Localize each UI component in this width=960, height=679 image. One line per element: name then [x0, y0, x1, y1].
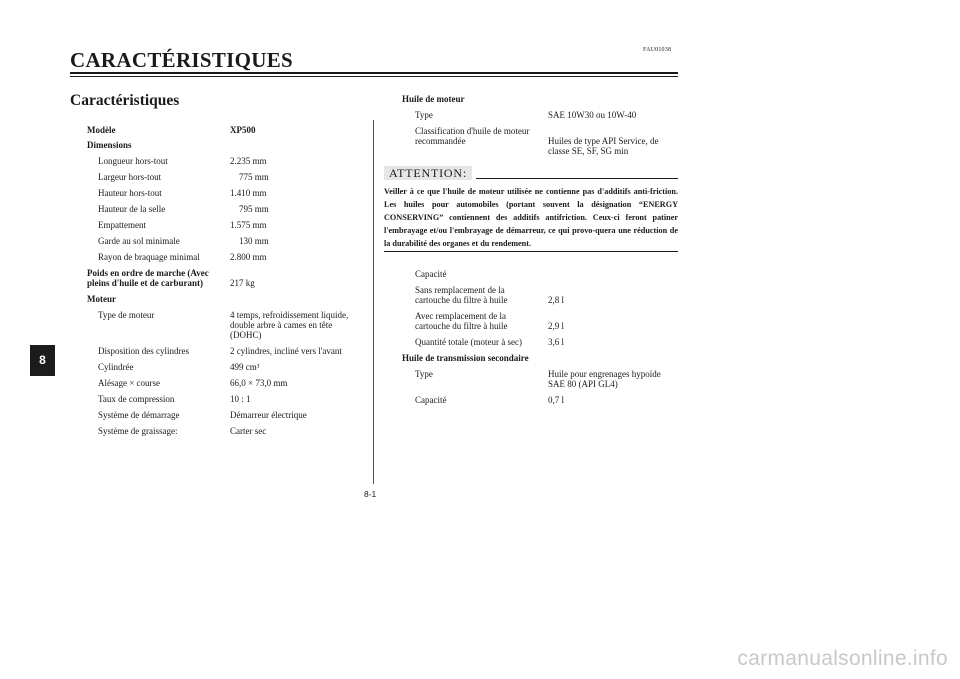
spec-value: 2 cylindres, incliné vers l'avant [230, 346, 342, 356]
spec-label: Rayon de braquage minimal [98, 252, 200, 262]
spec-value: 499 cm³ [230, 362, 260, 372]
spec-label: pleins d'huile et de carburant) [87, 278, 204, 288]
spec-label: Modèle [87, 125, 116, 135]
spec-label: Alésage × course [98, 378, 161, 388]
spec-label: Disposition des cylindres [98, 346, 189, 356]
spec-value: 0,7 l [548, 395, 565, 405]
attention-text: Veiller à ce que l'huile de moteur utilisée ne contienne pas d'additifs anti-friction. Les huiles pour automobiles (portant souvent la désignation “ENERGY CONSERVING” contiennent des additifs antifriction. Ceux-ci feront patiner l'embrayage et/ou l'embrayage de démarreur, ce qui provo-quera une réduction de la durabilité des organes et du rendement. [384, 187, 678, 248]
final-transmission-heading: Huile de transmission secondaire [402, 353, 529, 363]
spec-value: 10 : 1 [230, 394, 251, 404]
spec-label: Hauteur de la selle [98, 204, 166, 214]
title-rule-thick [70, 72, 678, 74]
spec-value: 1.410 mm [230, 188, 267, 198]
spec-value: XP500 [230, 125, 256, 135]
spec-label: Cylindrée [98, 362, 134, 372]
spec-label: Système de graissage: [98, 426, 178, 436]
spec-value: Démarreur électrique [230, 410, 307, 420]
section-subtitle: Caractéristiques [70, 92, 180, 109]
spec-label: cartouche du filtre à huile [415, 321, 508, 331]
spec-label: Poids en ordre de marche (Avec [87, 268, 209, 278]
spec-value: 2,8 l [548, 295, 565, 305]
spec-label: Classification d'huile de moteur [415, 126, 530, 136]
spec-label: Moteur [87, 294, 116, 304]
title-rule-thin [70, 76, 678, 77]
spec-label: Type de moteur [98, 310, 155, 320]
spec-value: SAE 80 (API GL4) [548, 379, 618, 389]
spec-value: double arbre à cames en tête [230, 320, 333, 330]
spec-value: 4 temps, refroidissement liquide, [230, 310, 349, 320]
spec-label: Type [415, 369, 433, 379]
spec-value: Huile pour engrenages hypoïde [548, 369, 661, 379]
spec-label: Taux de compression [98, 394, 175, 404]
spec-value: 2.800 mm [230, 252, 267, 262]
spec-value: 2.235 mm [230, 156, 267, 166]
spec-label: Quantité totale (moteur à sec) [415, 337, 522, 347]
spec-label: Hauteur hors-tout [98, 188, 162, 198]
spec-label: Garde au sol minimale [98, 236, 180, 246]
attention-label: ATTENTION: [384, 166, 472, 180]
capacity-label: Capacité [415, 269, 447, 279]
chapter-tab: 8 [30, 345, 55, 376]
reference-code: FAU01038 [643, 47, 672, 53]
engine-oil-heading: Huile de moteur [402, 94, 465, 104]
spec-label: Empattement [98, 220, 146, 230]
page-title: CARACTÉRISTIQUES [70, 48, 294, 72]
spec-label: Type [415, 110, 433, 120]
spec-value: 1.575 mm [230, 220, 267, 230]
spec-value: 217 kg [230, 278, 255, 288]
spec-value: 130 mm [239, 236, 269, 246]
spec-value: 775 mm [239, 172, 269, 182]
spec-value: Carter sec [230, 426, 267, 436]
spec-label: recommandée [415, 136, 466, 146]
spec-value: 3,6 l [548, 337, 565, 347]
column-divider [373, 120, 374, 484]
spec-value: 795 mm [239, 204, 269, 214]
spec-value: 2,9 l [548, 321, 565, 331]
spec-label: Capacité [415, 395, 447, 405]
page-number: 8-1 [364, 489, 377, 499]
spec-label: Longueur hors-tout [98, 156, 168, 166]
attention-bottom-rule [384, 251, 678, 252]
watermark: carmanualsonline.info [737, 647, 948, 670]
spec-value: (DOHC) [230, 330, 262, 340]
spec-value: SAE 10W30 ou 10W-40 [548, 110, 637, 120]
spec-label: Sans remplacement de la [415, 285, 505, 295]
spec-value: 66,0 × 73,0 mm [230, 378, 288, 388]
spec-value: Huiles de type API Service, de [548, 136, 659, 146]
spec-label: Avec remplacement de la [415, 311, 507, 321]
spec-label: Largeur hors-tout [98, 172, 162, 182]
attention-rule [476, 178, 678, 179]
spec-value: classe SE, SF, SG min [548, 146, 629, 156]
spec-label: Système de démarrage [98, 410, 180, 420]
spec-label: cartouche du filtre à huile [415, 295, 508, 305]
spec-label: Dimensions [87, 140, 132, 150]
